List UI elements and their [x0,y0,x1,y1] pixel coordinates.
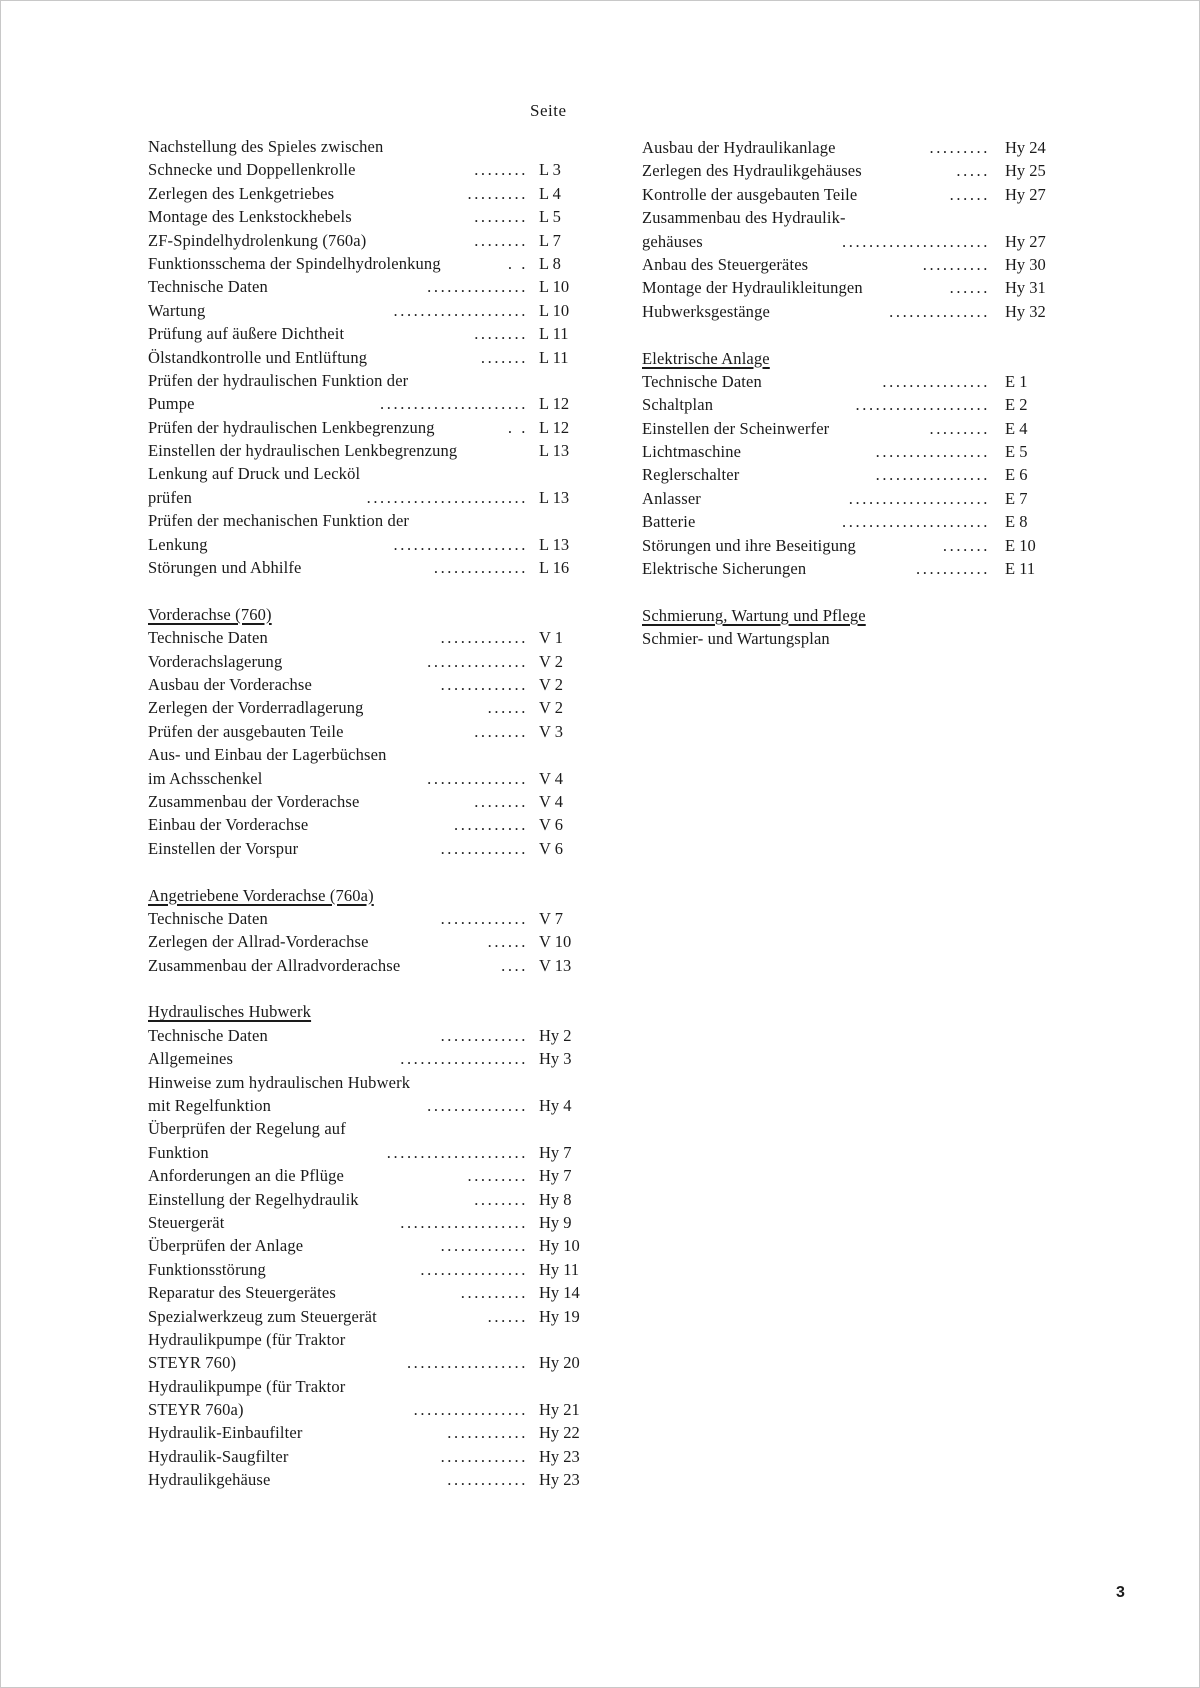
leader-dots: ........ [474,324,528,344]
toc-page-reference: V 4 [539,791,563,811]
toc-entry-label: Überprüfen der Anlage [148,1236,304,1256]
toc-entry [148,1164,588,1187]
toc-entry [148,533,588,556]
toc-page-reference: L 5 [539,207,561,227]
toc-section-heading [642,347,1047,370]
toc-page-reference: Hy 7 [539,1166,572,1186]
toc-entry [148,275,588,298]
toc-entry [148,650,588,673]
toc-page-reference: Hy 30 [1005,254,1046,274]
leader-dots: ............. [440,1025,528,1045]
toc-entry-label: Hubwerksgestänge [642,301,770,321]
toc-entry-label: Kontrolle der ausgebauten Teile [642,184,858,204]
toc-entry-label: gehäuses [642,231,703,251]
toc-page-reference: Hy 4 [539,1096,572,1116]
toc-entry-label: Hydraulikpumpe (für Traktor [148,1376,346,1396]
toc-page-reference: V 3 [539,721,563,741]
toc-entry [642,300,1047,323]
leader-dots: ......... [467,1166,528,1186]
leader-dots: .......... [922,254,990,274]
toc-entry-label: mit Regelfunktion [148,1096,272,1116]
seite-column-header: Seite [530,101,567,120]
toc-entry [148,322,588,345]
leader-dots: ......... [467,183,528,203]
leader-dots: .................... [393,300,528,320]
leader-dots: ............. [440,838,528,858]
toc-entry-label: Einbau der Vorderachse [148,815,309,835]
toc-entry [148,930,588,953]
toc-entry [642,183,1047,206]
toc-page-reference: L 13 [539,441,570,461]
toc-entry-label: Wartung [148,300,206,320]
leader-dots: ............... [427,277,528,297]
leader-dots: ....... [942,535,990,555]
toc-entry-label: Hydraulikpumpe (für Traktor [148,1329,346,1349]
leader-dots: ..................... [848,488,990,508]
leader-dots: ................. [413,1400,528,1420]
toc-entry [148,252,588,275]
toc-page-reference: Hy 21 [539,1400,580,1420]
toc-entry [642,440,1047,463]
leader-dots: ............ [447,1470,528,1490]
leader-dots: ...... [487,1306,528,1326]
leader-dots: ......... [929,418,990,438]
toc-entry [148,416,588,439]
toc-page-reference: L 10 [539,300,570,320]
toc-entry [642,627,1047,650]
toc-entry-label: Montage des Lenkstockhebels [148,207,352,227]
toc-page-reference: E 2 [1005,395,1028,415]
page-number: 3 [1116,1584,1125,1601]
toc-page-reference: V 6 [539,815,563,835]
toc-entry [148,1375,588,1398]
toc-entry [148,439,588,462]
toc-page-reference: E 8 [1005,512,1028,532]
toc-entry [642,206,1047,229]
toc-entry-label: Hydraulik-Einbaufilter [148,1423,303,1443]
toc-right-column [642,136,1047,651]
toc-entry [642,393,1047,416]
leader-dots: ..... [956,161,990,181]
toc-page-reference: Hy 14 [539,1283,580,1303]
toc-entry [148,346,588,369]
toc-entry-label: Batterie [642,512,696,532]
leader-dots: ......... [929,138,990,157]
toc-entry-label: Einstellen der hydraulischen Lenkbegrenzung [148,441,458,461]
toc-entry-label: Vorderachslagerung [148,651,283,671]
toc-entry [148,1281,588,1304]
toc-section-heading [148,1000,588,1023]
toc-section-heading [642,604,1047,627]
toc-entry-label: Prüfen der hydraulischen Funktion der [148,370,409,390]
leader-dots: ............... [889,301,990,321]
toc-entry-label: Zerlegen der Allrad-Vorderachse [148,932,369,952]
toc-entry [148,626,588,649]
toc-page-reference: L 3 [539,160,561,180]
toc-entry-label: Anbau des Steuergerätes [642,254,809,274]
toc-page-reference: E 4 [1005,418,1028,438]
toc-page-reference: Hy 32 [1005,301,1046,321]
toc-entry [148,1421,588,1444]
toc-entry [148,696,588,719]
toc-page-reference: E 10 [1005,535,1036,555]
leader-dots: ............... [427,768,528,788]
toc-entry [148,1234,588,1257]
toc-entry-label: Ölstandkontrolle und Entlüftung [148,347,368,367]
toc-entry-label: Lichtmaschine [642,442,742,462]
toc-page-reference: L 11 [539,324,569,344]
toc-page-reference: L 10 [539,277,570,297]
toc-page-reference: L 11 [539,347,569,367]
toc-entry [642,510,1047,533]
toc-left-column [148,135,588,1492]
leader-dots: ...... [949,278,990,298]
leader-dots: ........ [474,207,528,227]
leader-dots: ........ [474,721,528,741]
toc-entry [642,463,1047,486]
leader-dots: ............. [440,674,528,694]
toc-entry [642,159,1047,182]
leader-dots: ........ [474,791,528,811]
section-heading-label: Angetriebene Vorderachse (760a) [148,885,374,905]
toc-entry [148,1188,588,1211]
toc-page-reference: Hy 27 [1005,184,1046,204]
toc-entry [148,369,588,392]
toc-entry [148,673,588,696]
leader-dots: ........ [474,230,528,250]
toc-entry-label: Technische Daten [148,908,268,928]
toc-entry [642,276,1047,299]
toc-entry-label: Zusammenbau der Allradvorderachse [148,955,401,975]
toc-page-reference: L 13 [539,487,570,507]
toc-entry [148,1071,588,1094]
toc-entry [148,743,588,766]
toc-entry [148,135,588,158]
leader-dots: ............. [440,1236,528,1256]
toc-entry-label: Hydraulik-Saugfilter [148,1446,289,1466]
toc-page-reference: Hy 19 [539,1306,580,1326]
toc-entry-label: ZF-Spindelhydrolenkung (760a) [148,230,367,250]
toc-entry-label: Prüfen der mechanischen Funktion der [148,511,410,531]
leader-dots: .................... [855,395,990,415]
section-heading-label: Vorderachse (760) [148,604,272,624]
toc-entry-label: STEYR 760a) [148,1400,244,1420]
leader-dots: ................. [875,465,990,485]
toc-entry [148,158,588,181]
toc-page-reference: Hy 7 [539,1142,572,1162]
toc-entry [148,392,588,415]
toc-entry [642,370,1047,393]
toc-page-reference: Hy 25 [1005,161,1046,181]
toc-entry [148,1398,588,1421]
toc-page-reference: Hy 8 [539,1189,572,1209]
toc-page-reference: Hy 20 [539,1353,580,1373]
toc-entry-label: Ausbau der Hydraulikanlage [642,138,836,157]
toc-entry-label: Prüfen der ausgebauten Teile [148,721,344,741]
toc-entry-label: Prüfung auf äußere Dichtheit [148,324,345,344]
toc-entry-label: Aus- und Einbau der Lagerbüchsen [148,745,387,765]
toc-entry-label: Allgemeines [148,1049,234,1069]
leader-dots: ........... [454,815,528,835]
toc-page-reference: Hy 24 [1005,138,1046,157]
leader-dots: ............. [440,908,528,928]
leader-dots: . . [507,417,528,437]
leader-dots: ...................... [842,512,990,532]
toc-entry [148,486,588,509]
toc-section-heading [148,884,588,907]
leader-dots: ...................... [380,394,528,414]
toc-entry-label: Einstellen der Scheinwerfer [642,418,830,438]
toc-entry-label: Funktionsstörung [148,1259,266,1279]
toc-page-reference: Hy 9 [539,1212,572,1232]
toc-entry [148,1328,588,1351]
toc-page-reference: V 7 [539,908,563,928]
leader-dots: ................... [400,1049,528,1069]
toc-entry-label: Montage der Hydraulikleitungen [642,278,863,298]
leader-dots: ..................... [386,1142,528,1162]
toc-entry [642,534,1047,557]
toc-entry-label: Lenkung [148,534,208,554]
leader-dots: ................... [400,1212,528,1232]
toc-entry-label: Spezialwerkzeug zum Steuergerät [148,1306,377,1326]
toc-entry-label: Funktion [148,1142,209,1162]
toc-entry [148,1117,588,1140]
leader-dots: . . [507,253,528,273]
toc-entry [642,417,1047,440]
toc-entry [148,720,588,743]
toc-entry-label: im Achsschenkel [148,768,263,788]
leader-dots: ....... [480,347,528,367]
leader-dots: ............... [427,651,528,671]
toc-entry-label: Zusammenbau der Vorderachse [148,791,360,811]
section-spacer [642,323,1047,346]
toc-page-reference: V 2 [539,651,563,671]
toc-entry-label: Technische Daten [642,371,762,391]
toc-entry [148,556,588,579]
toc-entry-label: prüfen [148,487,192,507]
toc-entry [148,1141,588,1164]
leader-dots: ...... [487,698,528,718]
toc-page-reference: V 10 [539,932,572,952]
leader-dots: ...................... [842,231,990,251]
toc-page-reference: Hy 10 [539,1236,580,1256]
section-spacer [148,977,588,1000]
leader-dots: ................ [420,1259,528,1279]
toc-entry-label: Lenkung auf Druck und Lecköl [148,464,361,484]
leader-dots: ................ [882,371,990,391]
toc-page-reference: Hy 23 [539,1470,580,1490]
leader-dots: ........ [474,160,528,180]
toc-entry [148,1211,588,1234]
toc-entry-label: Technische Daten [148,628,268,648]
toc-page-reference: L 8 [539,253,561,273]
toc-entry-label: Störungen und ihre Beseitigung [642,535,856,555]
leader-dots: .......... [460,1283,528,1303]
toc-entry [642,557,1047,580]
toc-page-reference: Hy 2 [539,1025,572,1045]
toc-entry [148,182,588,205]
toc-page-reference: Hy 31 [1005,278,1046,298]
toc-entry [148,767,588,790]
toc-page-reference: V 4 [539,768,563,788]
toc-entry-label: Schmier- und Wartungsplan [642,629,830,649]
toc-entry [642,230,1047,253]
leader-dots: ............. [440,628,528,648]
section-heading-label: Hydraulisches Hubwerk [148,1002,312,1022]
toc-page-reference: V 2 [539,674,563,694]
toc-entry-label: Technische Daten [148,1025,268,1045]
toc-entry [148,205,588,228]
toc-page-reference: L 7 [539,230,561,250]
toc-section-heading [148,603,588,626]
toc-page-reference: E 7 [1005,488,1028,508]
toc-entry [642,487,1047,510]
toc-page-reference: Hy 11 [539,1259,580,1279]
toc-entry [642,253,1047,276]
section-heading-label: Elektrische Anlage [642,348,770,368]
toc-entry-label: Störungen und Abhilfe [148,558,302,578]
toc-page-reference: Hy 3 [539,1049,572,1069]
section-spacer [642,580,1047,603]
toc-entry-label: Zerlegen des Hydraulikgehäuses [642,161,862,181]
toc-entry-label: Steuergerät [148,1212,225,1232]
toc-page-reference: Hy 23 [539,1446,580,1466]
toc-entry-label: Anlasser [642,488,701,508]
leader-dots: ............. [440,1446,528,1466]
toc-entry-label: Schnecke und Doppellenkrolle [148,160,356,180]
toc-entry [148,1258,588,1281]
toc-entry [148,837,588,860]
toc-entry [148,813,588,836]
toc-page-reference: L 13 [539,534,570,554]
toc-entry-label: Einstellen der Vorspur [148,838,299,858]
toc-entry-label: Prüfen der hydraulischen Lenkbegrenzung [148,417,435,437]
toc-entry-label: Zerlegen der Vorderradlagerung [148,698,364,718]
toc-entry [148,954,588,977]
toc-entry-label: Reglerschalter [642,465,740,485]
toc-entry [148,790,588,813]
toc-page-reference: E 11 [1005,559,1036,579]
toc-page-reference: E 6 [1005,465,1028,485]
toc-entry [148,1351,588,1374]
toc-entry [148,1024,588,1047]
toc-entry-label: Zusammenbau des Hydraulik- [642,208,846,228]
leader-dots: ........................ [366,487,528,507]
toc-page-reference: E 1 [1005,371,1028,391]
toc-page-reference: V 6 [539,838,563,858]
toc-page-reference: L 12 [539,394,570,414]
leader-dots: .................. [406,1353,528,1373]
leader-dots: ............... [427,1096,528,1116]
toc-entry-label: Hinweise zum hydraulischen Hubwerk [148,1072,411,1092]
leader-dots: .................... [393,534,528,554]
toc-page-reference: V 1 [539,628,563,648]
toc-entry-label: Einstellung der Regelhydraulik [148,1189,359,1209]
toc-page-reference: E 5 [1005,442,1028,462]
toc-entry [148,907,588,930]
toc-entry [148,299,588,322]
toc-entry [148,509,588,532]
toc-entry-label: Ausbau der Vorderachse [148,674,312,694]
toc-page-reference: L 12 [539,417,570,437]
toc-entry [148,1305,588,1328]
toc-entry-label: Technische Daten [148,277,268,297]
toc-entry [148,462,588,485]
toc-entry [148,229,588,252]
leader-dots: .............. [433,558,528,578]
leader-dots: ...... [487,932,528,952]
toc-page-reference: V 13 [539,955,572,975]
toc-page-reference: L 4 [539,183,561,203]
toc-page-reference: Hy 27 [1005,231,1046,251]
leader-dots: ...... [949,184,990,204]
toc-entry-label: STEYR 760) [148,1353,237,1373]
toc-page-reference: L 16 [539,558,570,578]
leader-dots: .... [501,955,528,975]
leader-dots: ............ [447,1423,528,1443]
toc-entry-label: Überprüfen der Regelung auf [148,1119,346,1139]
toc-entry-label: Hydraulikgehäuse [148,1470,271,1490]
leader-dots: ........... [916,559,990,579]
toc-entry [148,1468,588,1491]
leader-dots: ........ [474,1189,528,1209]
section-heading-label: Schmierung, Wartung und Pflege [642,605,866,625]
toc-entry-label: Zerlegen des Lenkgetriebes [148,183,335,203]
section-spacer [148,860,588,883]
toc-page-reference: V 2 [539,698,563,718]
leader-dots: ................. [875,442,990,462]
toc-entry [148,1445,588,1468]
toc-entry-label: Reparatur des Steuergerätes [148,1283,336,1303]
toc-entry [148,1094,588,1117]
toc-entry-label: Pumpe [148,394,195,414]
toc-entry-label: Elektrische Sicherungen [642,559,807,579]
toc-entry-label: Nachstellung des Spieles zwischen [148,137,384,156]
toc-entry-label: Anforderungen an die Pflüge [148,1166,345,1186]
toc-page-reference: Hy 22 [539,1423,580,1443]
section-spacer [148,579,588,602]
toc-entry-label: Schaltplan [642,395,714,415]
toc-entry [148,1047,588,1070]
toc-entry-label: Funktionsschema der Spindelhydrolenkung [148,253,441,273]
toc-entry [642,136,1047,159]
